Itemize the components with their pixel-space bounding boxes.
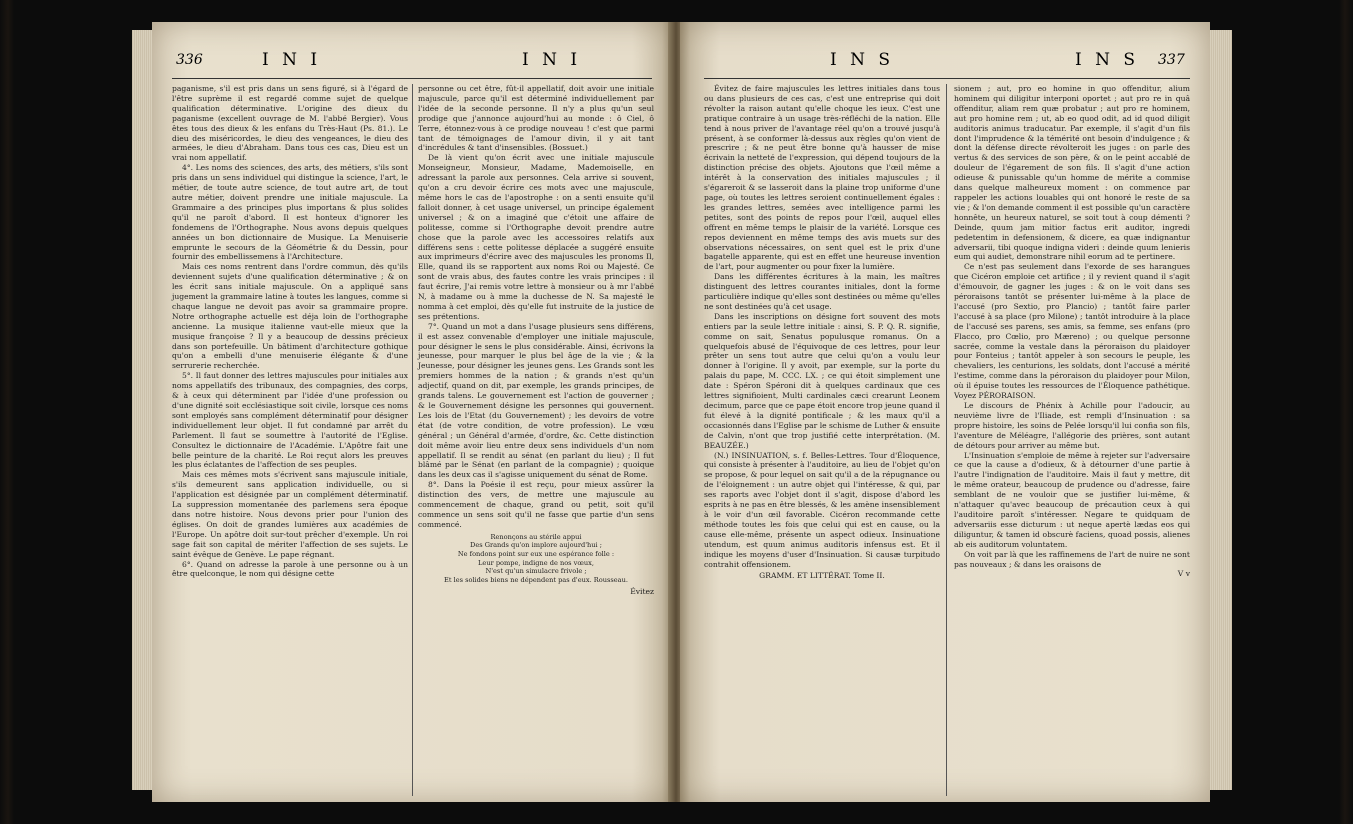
- paragraph: On voit par là que les raffinemens de l'art de nuire ne sont pas nouveaux ; & dans les oraisons de: [954, 549, 1190, 569]
- left-column-2: [418, 84, 654, 597]
- left-page: [152, 22, 672, 802]
- paragraph: Mais ces mêmes mots s'écrivent sans majuscule initiale, s'ils demeurent sans application individuelle, ou si l'application est désignée par un complément déterminatif. La suppression momentanée des parlemens sera époque dans notre histoire. Nous devons prier pour l'union des églises. On doit de grandes lumières aux académies de l'Europe. Un apôtre doit sur-tout prêcher d'exemple. Un roi sage fait son capital de mériter l'affection de ses sujets. Le saint évêque de Genève. Le pape régnant.: [172, 470, 408, 559]
- right-column-2: [954, 84, 1190, 579]
- left-running-head-1: I N I: [262, 50, 322, 70]
- right-page-edges: [1210, 30, 1232, 790]
- paragraph: Dans les inscriptions on désigne fort souvent des mots entiers par la seule lettre initiale : ainsi, S. P. Q. R. signifie, comme on sait, Senatus populusque romanus. On a quelquefois abusé de l'équivoque de ces lettres, pour leur prêter un sens tout autre que celui qu'on a voulu leur donner à l'origine. Il y avoit, par exemple, sur la porte du palais du pape, M. CCC. LX. ; ce qui étoit simplement une date : Spéron Spéroni dit à quelques cardinaux que ces lettres signifioient, Multi cardinales cæci crearunt Leonem decimum, parce que ce pape étoit encore trop jeune quand il fut élevé à la dignité pontificale ; & les maux qu'il a occasionnés dans l'Eglise par le schisme de Luther & ensuite de Calvin, n'ont que trop justifié cette interprétation. (M. BEAUZÉE.): [704, 311, 941, 450]
- right-running-head-1: I N S: [830, 50, 895, 70]
- catchword: Évitez: [630, 587, 654, 597]
- verse-line: Leur pompe, indigne de nos vœux,: [478, 558, 594, 567]
- verse-line: Des Grands qu'on implore aujourd'hui ;: [470, 541, 602, 550]
- right-column-1: [704, 84, 940, 581]
- paragraph: Le discours de Phénix à Achille pour l'adoucir, au neuvième livre de l'Iliade, est rempli d'Insinuation : sa propre histoire, les soins de Pelée lorsqu'il lui confia son fils, l'aventure de Méléagre, l'allégorie des prières, sont autant de détours pour arriver au même but.: [954, 401, 1190, 450]
- verse-block: [418, 533, 654, 585]
- verse-line: Ne fondons point sur eux une espérance folle :: [457, 549, 615, 558]
- left-column-1: [172, 84, 408, 579]
- verse-line: N'est qu'un simulacre frivole ;: [485, 567, 587, 576]
- left-page-number: 336: [176, 52, 203, 68]
- paragraph: 4°. Les noms des sciences, des arts, des métiers, s'ils sont pris dans un sens individuel qui distingue la science, l'art, le métier, de toute autre science, de tout autre art, de tout autre métier, doivent prendre une initiale majuscule. La Grammaire a des principes plus importans & plus solides qu'il ne paroît d'abord. Il est honteux d'ignorer les fondemens de l'Orthographe. Nous avons depuis quelques années un bon dictionnaire de Musique. La Menuiserie emprunte le secours de la Géométrie & du Dessin, pour fournir des embellissemens à l'Architecture.: [172, 163, 408, 262]
- paragraph: personne ou cet être, fût-il appellatif, doit avoir une initiale majuscule, parce qu'il est déterminé individuellement par l'idée de la seconde personne. Il n'y a plus qu'un seul prodige que j'annonce aujourd'hui au monde : ô Ciel, ô Terre, étonnez-vous à ce prodige nouveau ! c'est que parmi tant de témoignages de l'amour divin, il y ait tant d'incrédules & tant d'insensibles. (Bossuet.): [418, 84, 654, 153]
- right-column-divider: [946, 84, 947, 796]
- left-page-edges: [132, 30, 152, 790]
- paragraph: Dans les différentes écritures à la main, les maîtres distinguent des lettres courantes initiales, dont la forme particulière indique qu'elles sont destinées ou même qu'elles ne sont destinées qu'à cet usage.: [704, 272, 940, 311]
- right-page: [680, 22, 1210, 802]
- right-page-number: 337: [1158, 52, 1185, 68]
- paragraph: 7°. Quand un mot a dans l'usage plusieurs sens différens, il est assez convenable d'employer une initiale majuscule, pour désigner le sens le plus considérable. Ainsi, écrivons la jeunesse, pour marquer le plus bel âge de la vie ; & la Jeunesse, pour désigner les jeunes gens. Les Grands sont les premiers hommes de la nation ; & grands n'est qu'un adjectif, quand on dit, par exemple, les grands principes, de grands talens. Le gouvernement est l'action de gouverner ; & le Gouvernement désigne les personnes qui gouvernent. Les lois de l'Etat (du Gouvernement) ; les devoirs de votre état (de votre condition, de votre profession). Le vœu général ; un Général d'armée, d'ordre, &c. Cette distinction doit même avoir lieu entre deux sens individuels d'un nom appellatif. Il se rendit au sénat (en parlant du lieu) ; Il fut blâmé par le Sénat (en parlant de la compagnie) ; quoique dans les deux cas il s'agisse uniquement du sénat de Rome.: [418, 321, 654, 480]
- paragraph: 8°. Dans la Poésie il est reçu, pour mieux assûrer la distinction des vers, de mettre une majuscule au commencement de chaque, grand ou petit, soit qu'il commence un sens soit qu'il ne fasse que partie d'un sens commencé.: [418, 480, 654, 529]
- paragraph: sionem ; aut, pro eo homine in quo offenditur, alium hominem qui diligitur interponi oportet ; aut pro re in quâ offenditur, aliam rem quæ probatur ; aut pro re hominem, aut pro homine rem ; ut, ab eo quod odit, ad id quod diligit auditoris animus traducatur. Par exemple, il s'agit d'un fils dont l'imprudence & la témérité ont besoin d'indulgence ; & dont la défense directe révolteroit les juges : on parle des vertus & des services de son père, & on le peint accablé de douleur de l'égarement de son fils. Il s'agit d'une action odieuse & punissable qu'un homme de mérite a commise dans quelque malheureux moment : on commence par rappeler les actions louables qui ont honoré le reste de sa vie ; & l'on demande comment il est possible qu'un caractère honnête, un heureux naturel, se soit tout à coup démenti ? Deinde, quum jam mitior factus erit auditor, ingredi pedetentim in defensionem, & dicere, ea quæ indignantur adversarii, tibi quoque indigna videri : deinde quum lenieris eum qui audiet, demonstrare nihil eorum ad te pertinere.: [954, 84, 1190, 262]
- right-header-rule: [704, 78, 1190, 79]
- paragraph: L'Insinuation s'emploie de même à rejeter sur l'adversaire ce que la cause a d'odieux, & à détourner d'une partie à l'autre l'indignation de l'auditoire. Mais il faut y mettre, dit le même orateur, beaucoup de prudence ou d'adresse, faire semblant de ne vouloir que se justifier lui-même, & n'attaquer qu'avec beaucoup de précaution ceux à qui l'auditoire paroît s'intéresser. Negare te quidquam de adversariis esse dicturum : ut neque apertè lædas eos qui diliguntur, & tamen id obscurè faciens, quoad possis, alienes ab eis auditorum voluntatem.: [954, 450, 1190, 549]
- left-column-divider: [412, 84, 413, 796]
- right-running-head-2: I N S: [1075, 50, 1140, 70]
- paragraph: Mais ces noms rentrent dans l'ordre commun, dès qu'ils deviennent sujets d'une qualification déterminative ; & on les écrit sans initiale majuscule. On a appliqué sans jugement la grammaire latine à toutes les langues, comme si chaque langue ne devoit pas avoir sa grammaire propre. Notre orthographe actuelle est déja loin de l'orthographe ancienne. La musique italienne vaut-elle mieux que la musique françoise ? Il y a beaucoup de dessins précieux dans son portefeuille. Un bâtiment d'architecture gothique qu'on a embelli d'une menuiserie élégante & d'une serrurerie recherchée.: [172, 262, 408, 371]
- signature-line: GRAMM. ET LITTÉRAT. Tome II.: [759, 571, 885, 581]
- paragraph: 5°. Il faut donner des lettres majuscules pour initiales aux noms appellatifs des tribunaux, des compagnies, des corps, & à ceux qui déterminent par l'idée d'une profession ou d'une dignité soit ecclésiastique soit civile, lorsque ces noms sont employés sans complément déterminatif pour désigner individuellement leur objet. Il fut condamné par arrêt du Parlement. Il faut se soumettre à l'autorité de l'Eglise. Consultez le dictionnaire de l'Académie. L'Apôtre fait une belle peinture de la charité. Le Roi reçut alors les preuves les plus éclatantes de l'affection de ses peuples.: [172, 371, 408, 470]
- paragraph: Évitez de faire majuscules les lettres initiales dans tous ou dans plusieurs de ces cas, c'est une entreprise qui doit révolter la raison autant qu'elle choque les ieux. C'est une pratique contraire à un usage très-réfléchi de la nation. Elle tend à nous priver de l'avantage réel qu'on a trouvé jusqu'à présent, à se conformer là-dessus aux règles qu'on vient de prescrire ; & ne peut être bonne qu'à hausser de mise écrivain la netteté de l'expression, qui dépend toujours de la distinction précise des objets. Ajoutons que l'œil même a intérêt à la conservation des initiales majuscules ; il s'égareroit & se lasseroit dans la plaine trop uniforme d'une page, où toutes les lettres seroient continuellement égales : les grandes lettres, semées avec intelligence parmi les petites, sont des points de repos pour l'œil, auquel elles offrent en même temps le plaisir de la variété. Lorsque ces repos deviennent en même temps des avis muets sur des observations nécessaires, on sent quel est le prix d'une bagatelle apparente, qui est en effet une heureuse invention de l'art, pour augmenter ou pour fixer la lumière.: [704, 84, 940, 272]
- left-running-head-2: I N I: [522, 50, 582, 70]
- paragraph: paganisme, s'il est pris dans un sens figuré, si à l'égard de l'être suprème il est regardé comme sujet de quelque qualification déterminative. L'origine des dieux du paganisme (excellent ouvrage de M. l'abbé Bergier). Vous êtes tous des dieux & les enfans du Très-Haut (Ps. 81.). Le dieu des miséricordes, le dieu des vengeances, le dieu des armées, le dieu d'Abraham. Dans tous ces cas, Dieu est un vrai nom appellatif.: [172, 84, 408, 163]
- paragraph: Ce n'est pas seulement dans l'exorde de ses harangues que Cicéron emploie cet artifice ; il y revient quand il s'agit d'émouvoir, de gagner les juges : & on le voit dans ses péroraisons tantôt se présenter lui-même à la place de l'accusé (pro Sextio, pro Plancio) ; tantôt faire parler l'accusé à sa place (pro Milone) ; tantôt introduire à la place de l'accusé ses parens, ses amis, sa femme, ses enfans (pro Flacco, pro Cœlio, pro Mæreno) ; ou quelque personne sacrée, comme la vestale dans la péroraison du plaidoyer pour Fonteius ; tantôt appeler à son secours le peuple, les chevaliers, les centurions, les soldats, dont l'accusé a mérité l'estime, comme dans la péroraison du plaidoyer pour Milon, où il épuise toutes les ressources de l'Éloquence pathétique. Voyez PÉRORAISON.: [954, 262, 1190, 401]
- verse-line: Renonçons au stérile appui: [490, 532, 582, 541]
- paragraph: (N.) INSINUATION, s. f. Belles-Lettres. Tour d'Éloquence, qui consiste à présenter à l'auditoire, au lieu de l'objet qu'on se propose, & pour lequel on sait qu'il a de la répugnance ou de l'éloignement : un autre objet qui l'intéresse, & qui, par ses raports avec l'objet dont il s'agit, dispose d'abord les esprits à ne pas en être blessés, & les amène insensiblement à le voir d'un œil favorable. Cicéron recommande cette méthode toutes les fois que celui qui est en cause, ou la cause elle-même, présente un aspect odieux. Insinuatione utendum, est quum animus auditoris infensus est. Et il indique les moyens d'user d'Insinuation. Si causæ turpitudo contrahit offensionem.: [704, 450, 940, 569]
- verse-line: Et les solides biens ne dépendent pas d'eux. Rousseau.: [444, 575, 628, 584]
- paragraph: De là vient qu'on écrit avec une initiale majuscule Monseigneur, Monsieur, Madame, Mademoiselle, en adressant la parole aux personnes. Cela arrive si souvent, qu'on a cru devoir écrire ces mots avec une majuscule, même hors le cas de l'apostrophe : on a senti ensuite qu'il falloit donner, à cet usage universel, un principe également universel ; & on a imaginé que c'étoit une affaire de politesse, comme si l'Orthographe devoit prendre autre chose que la parole avec les accessoires relatifs aux différens sens : cette politesse déplacée a suggéré ensuite aux imprimeurs d'écrire avec des majuscules les pronoms Il, Elle, quand ils se rapportent aux noms Roi ou Majesté. Ce sont de vrais abus, des fautes contre les vrais principes : il faut écrire, J'ai remis votre lettre à monsieur ou à mr l'abbé N, à madame ou à mme la duchesse de N. Sa majesté le nomma à cet emploi, dès qu'elle fut instruite de la justice de ses prétentions.: [418, 153, 654, 321]
- left-header-rule: [172, 78, 652, 79]
- paragraph: 6°. Quand on adresse la parole à une personne ou à un être quelconque, le nom qui désigne cette: [172, 559, 408, 579]
- catchword: V v: [1177, 569, 1190, 579]
